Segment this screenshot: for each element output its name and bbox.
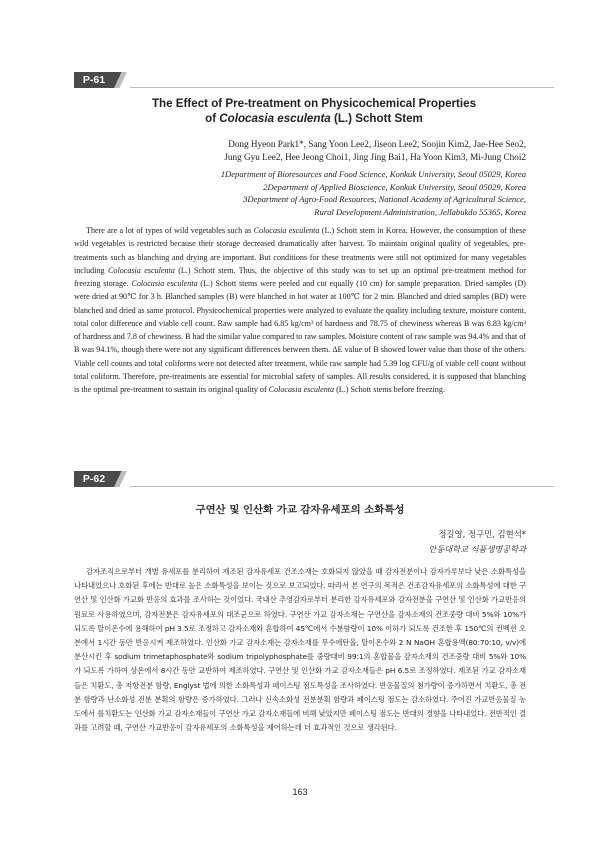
abstract-paragraph: There are a lot of types of wild vegetables such as Colocasia esculenta (L.) Schott stem in Korea. However, the consumption of these wild vegetables is restricted because their storage decreased dramatically after harvest. To maintain original quality of vegetables, pre-treatments such as blanching and drying are important. But conditions for these treatments were still not optimized for many vegetables including Colocasia esculenta (L.) Schott stem. Thus, the objective of this study was to set up an optimal pre-treatment method for freezing storage. Colocasia esculenta (L.) Schott stems were peeled and cut equally (10 cm) for sample preparation. Dried samples (D) were dried at 90℃ for 3 h. Blanched samples (B) were blanched in hot water at 100℃ for 2 min. Blanched and dried samples (BD) were blanched and dried as same protocol. Physicochemical properties were analyzed to evaluate the quality including texture, moisture content, total color difference and viable cell count. Raw sample had 6.85 kg/cm³ of hardness and 78.75 of chewiness whereas B was 6.83 kg/cm³ of hardness and 7.8 of chewiness. B had the similar value compared to raw samples. Moisture content of raw sample was 94.4% and that of B was 94.1%, though there were not any significant differences between them. ΔE value of B showed lower value than those of the others. Viable cell counts and total coliforms were not detected after treatment, while raw sample had 5.39 log CFU/g of viable cell count without total coliform. Therefore, pre-treatments are essential for microbial safety of samples. All results considered, it is supposed that blanching is the optimal pre-treatment to sustain its original quality of Colocasia esculenta (L.) Schott stems before freezing. [74, 226, 527, 394]
korean-paper-title: 구연산 및 인산화 가교 감자유세포의 소화특성 [195, 504, 405, 516]
affiliation-3: 3Department of Agro-Food Resources, National Academy of Agricultural Science, [243, 194, 526, 204]
abstract-number-badge-2: P-62 [74, 471, 114, 487]
author-line-2: Jung Gyu Lee2, Hee Jeong Choi1, Jing Jing Bai1, Ha Yoon Kim3, Mi-Jung Choi2 [224, 152, 526, 162]
paper-title [74, 96, 554, 126]
affiliation-list [86, 168, 526, 218]
page-number: 163 [292, 787, 308, 797]
abstract-badge-row [74, 72, 554, 88]
affiliation-4: Rural Development Administration, Jellabukdo 55365, Korea [314, 206, 526, 217]
author-list [106, 138, 526, 164]
title-species-name: Colocasia esculenta [219, 112, 331, 125]
title-line-2 [74, 111, 554, 126]
korean-author-list: 정길영, 정구민, 김현석* [438, 529, 526, 539]
title-line-1: The Effect of Pre-treatment on Physicochemical Properties [151, 97, 477, 110]
abstract-body [74, 224, 526, 396]
affiliation-2: 2Department of Applied Bioscience, Konkuk University, Seoul 05029, Korea [263, 181, 526, 192]
korean-abstract-paragraph: 감자조직으로부터 개별 유세포를 분리하여 제조된 감자유세포 건조소재는 호화되지 않았을 때 감자전분이나 감자가루보다 낮은 소화특성을 나타내었으나 호화된 후에는 반대로 높은 소화특성을 보이는 것으로 보고되었다. 따라서 본 연구의 목적은 건조감자유세포의 소화특성에 대한 구연산 및 인산화 가교화 반응의 효과를 조사하는 것이었다. 국내산 추영감자로부터 분리한 감자유세포와 감자전분을 구연산 및 인산화 가교반응의 원료로 사용하였으며, 감자전분은 감자유세포의 대조군으로 하였다. 구연산 가교 감자소재는 구연산을 감자소재의 건조중량 대비 5%와 10%가 되도록 탈이온수에 용해하여 pH 3.5로 조정하고 감자소재와 혼합하여 45℃에서 수분함량이 10% 이하가 되도록 건조한 후 150℃의 컨벡션 오븐에서 1시간 동안 반응시켜 제조하였다. 인산화 가교 감자소재는 감자소재를 무수에탄올, 탈이온수와 2 N NaOH 혼합용액(80:70:10, v/v)에 분산시킨 후 sodium trimetaphosphate와 sodium tripolyphosphate를 중량대비 99:1의 혼합물을 감자소재의 건조중량 대비 5%와 10%가 되도록 가하여 상온에서 8시간 동안 교반하여 제조하였다. 구연산 및 인산화 가교 감자소재들은 pH 6.5로 조정하였다. 제조된 가교 감자소재들은 치환도, 총 저항전분 함량, Englyst 법에 의한 소화특성과 페이스팅 점도특성을 조사하였다. 반응물질의 첨가량이 증가하면서 치환도, 총 전분 함량과 난소화성 전분 분획의 함량은 증가하였다. 그러나 신속소화성 전분분획 함량과 페이스팅 점도는 감소하였다. 주어진 가교반응물질 농도에서 를치환도는 인산화 가교 감자소재들이 구연산 가교 감자소재들에 비해 낮았지만 페이스팅 점도는 반대의 경향을 나타내었다. 전반적인 결과를 고려할 때, 구연산 가교반응이 감자유세포의 소화특성을 제어하는데 더 효과적인 것으로 생각된다. [74, 567, 526, 733]
badge-decoration-2 [114, 471, 128, 487]
abstract-badge-row-2 [74, 471, 554, 487]
badge-decoration [114, 72, 128, 88]
korean-abstract-body [74, 565, 526, 735]
korean-affiliation: 안동대학교 식품생명공학과 [428, 544, 526, 554]
abstract-number-badge: P-61 [74, 72, 114, 88]
badge-divider [130, 87, 554, 88]
affiliation-1: 1Department of Bioresources and Food Science, Konkuk University, Seoul 05029, Korea [220, 169, 526, 179]
title-line-2-pre: of [205, 112, 220, 125]
title-line-2-post: (L.) Schott Stem [330, 112, 423, 125]
author-line-1: Dong Hyeon Park1*, Sang Yoon Lee2, Jiseon Lee2, Soojin Kim2, Jae-Hee Seo2, [228, 139, 526, 149]
badge-divider-2 [130, 486, 554, 487]
